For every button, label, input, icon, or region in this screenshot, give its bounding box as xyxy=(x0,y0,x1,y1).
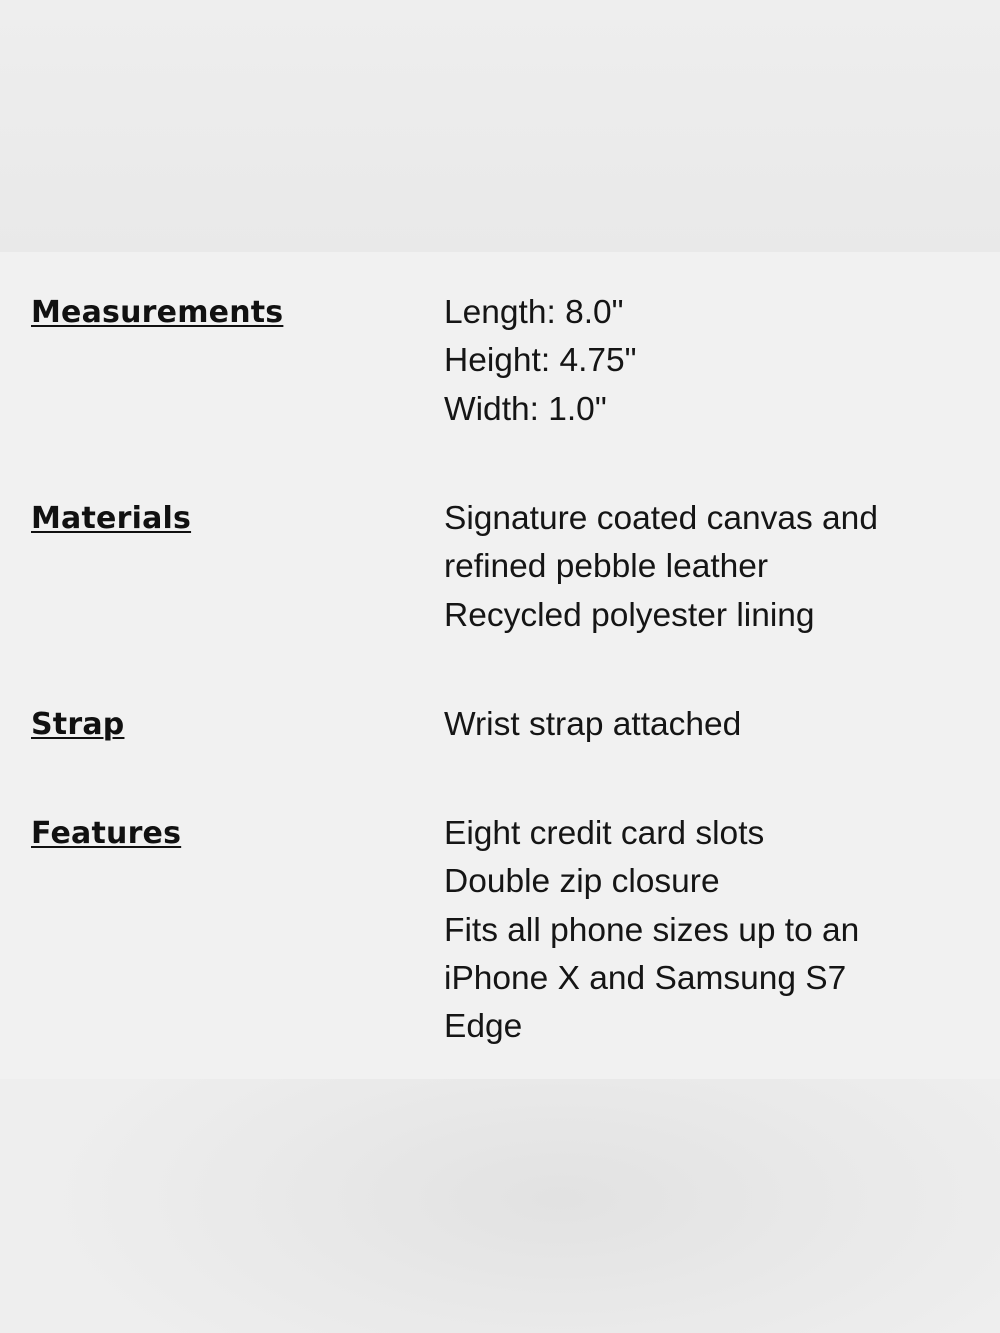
spec-value-lining: Recycled polyester lining xyxy=(444,596,815,634)
background-top xyxy=(0,0,1000,252)
spec-values-measurements xyxy=(444,289,964,434)
spec-label-materials: Materials xyxy=(31,501,192,536)
spec-values-strap xyxy=(444,701,964,749)
spec-value-material-line: Signature coated canvas and xyxy=(444,500,878,537)
spec-value-material-line: refined pebble leather xyxy=(444,548,769,586)
spec-value-feature-line: Fits all phone sizes up to an xyxy=(444,911,860,949)
spec-values-materials xyxy=(444,495,964,640)
spec-label-features: Features xyxy=(31,816,182,851)
spec-label-measurements: Measurements xyxy=(31,295,284,330)
spec-value-length: Length: 8.0" xyxy=(444,294,624,331)
background-bottom xyxy=(0,1079,1000,1333)
spec-value-feature-line: Edge xyxy=(444,1008,523,1046)
spec-value-strap: Wrist strap attached xyxy=(444,706,742,743)
spec-value-feature-line: iPhone X and Samsung S7 xyxy=(444,959,847,997)
spec-value-height: Height: 4.75" xyxy=(444,342,637,380)
spec-label-strap: Strap xyxy=(31,707,125,742)
product-details-panel xyxy=(0,252,1000,1079)
spec-value-feature-line: Double zip closure xyxy=(444,863,720,901)
spec-value-feature-line: Eight credit card slots xyxy=(444,815,765,852)
spec-value-width: Width: 1.0" xyxy=(444,390,607,428)
spec-values-features xyxy=(444,810,964,1051)
